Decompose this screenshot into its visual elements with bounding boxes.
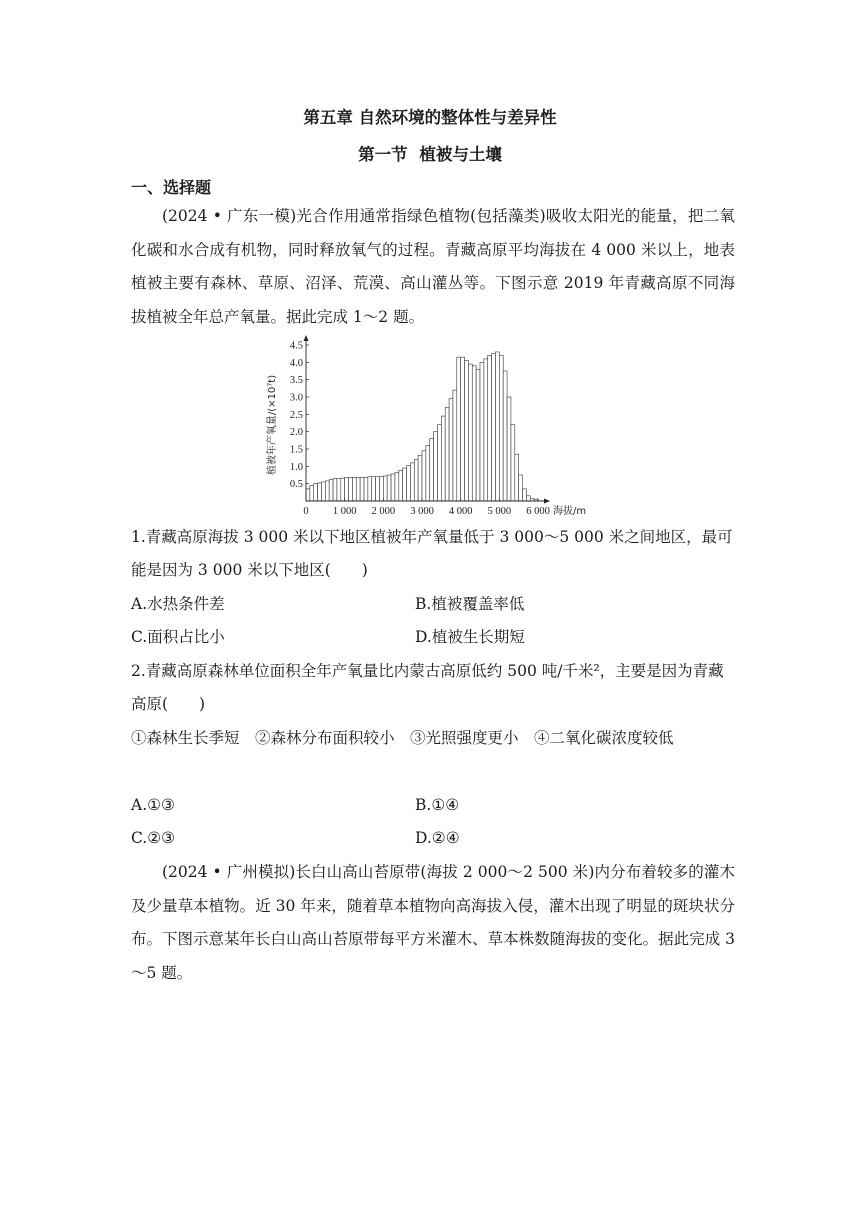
y-tick-label: 1.0: [289, 461, 303, 473]
chart-bar: [445, 407, 449, 501]
chart-bar: [434, 432, 438, 501]
question-type-heading: 一、选择题: [131, 178, 212, 197]
chart-bar: [441, 416, 445, 501]
chart-bar: [333, 478, 337, 501]
chart-svg: [262, 333, 602, 523]
chart-bar: [387, 475, 391, 501]
chart-bar: [495, 352, 499, 501]
question-1-option-c: C.面积占比小: [131, 628, 225, 646]
chart-bar: [403, 468, 407, 501]
chart-bar: [314, 484, 318, 501]
chart-bar: [321, 482, 325, 501]
chart-bar: [341, 478, 345, 501]
chart-bar: [468, 364, 472, 501]
x-tick-label: 4 000: [448, 506, 473, 517]
chart-bar: [422, 451, 426, 501]
chart-bar: [449, 399, 453, 501]
chart-bar: [430, 439, 434, 501]
y-tick-label: 0.5: [289, 479, 303, 491]
chart-bar: [414, 459, 418, 501]
chart-bar: [372, 477, 376, 501]
chart-bar: [503, 371, 507, 501]
chart-bar: [345, 477, 349, 501]
chart-bar: [383, 476, 387, 501]
chart-bar: [472, 366, 476, 501]
chart-bar: [376, 477, 380, 501]
x-tick-label: 2 000: [371, 506, 396, 517]
chart-bar: [480, 362, 484, 501]
chart-bar: [318, 483, 322, 501]
x-tick-label: 1 000: [332, 506, 357, 517]
question-2-option-b: B.①④: [415, 796, 460, 814]
y-tick-label: 3.5: [289, 375, 303, 387]
chart-bar: [426, 446, 430, 501]
chart-bar: [360, 477, 364, 501]
y-axis-arrow-icon: [304, 335, 309, 341]
chart-bar: [507, 397, 511, 501]
question-2-choices: ①森林生长季短 ②森林分布面积较小 ③光照强度更小 ④二氧化碳浓度较低: [131, 729, 674, 747]
x-axis-arrow-icon: [544, 499, 550, 504]
chart-bar: [499, 355, 503, 501]
chart-bar: [523, 489, 527, 501]
chart-bar: [519, 475, 523, 501]
chart-bar: [306, 489, 310, 501]
chart-bar: [379, 477, 383, 501]
section-title: 第一节 植被与土壤: [358, 145, 502, 164]
y-tick-label: 2.0: [289, 427, 303, 439]
x-tick-label: 0: [303, 506, 309, 517]
chart-bar: [399, 470, 403, 501]
x-tick-label: 5 000: [487, 506, 512, 517]
chart-bar: [476, 369, 480, 501]
y-tick-label: 1.5: [289, 444, 303, 456]
chart-bar: [465, 361, 469, 501]
chart-bar: [310, 485, 314, 501]
question-1-stem: 1.青藏高原海拔 3 000 米以下地区植被年产氧量低于 3 000～5 000 米之间地区，最可能是因为 3 000 米以下地区( ): [131, 528, 733, 579]
chart-bars: [306, 352, 538, 501]
question-2-stem: 2.青藏高原森林单位面积全年产氧量比内蒙古高原低约 500 吨/千米²，主要是因为青藏高原( ): [131, 662, 724, 713]
chart-bar: [391, 474, 395, 501]
question-2-option-c: C.②③: [131, 829, 176, 847]
chart-bar: [492, 354, 496, 501]
chart-bar: [395, 473, 399, 501]
y-tick-label: 2.5: [289, 409, 303, 421]
chart-bar: [453, 390, 457, 501]
question-1-option-a: A.水热条件差: [131, 595, 225, 613]
question-2-option-d: D.②④: [415, 829, 460, 847]
material-intro-1: (2024 • 广东一模)光合作用通常指绿色植物(包括藻类)吸收太阳光的能量，把二氧化碳和水合成有机物，同时释放氧气的过程。青藏高原平均海拔在 4 000 米以上，地表植被主要有森林、草原、沼泽、荒漠、高山灌丛等。下图示意 2019 年青藏高原不同海拔植被全年总产氧量。据此完成 1～2 题。: [131, 207, 735, 326]
y-tick-label: 3.0: [289, 392, 303, 404]
chart-bar: [437, 425, 441, 501]
chart-bar: [410, 463, 414, 501]
chart-bar: [368, 477, 372, 501]
chart-bar: [352, 477, 356, 501]
chart-bar: [364, 477, 368, 501]
x-tick-label: 6 000: [526, 506, 550, 517]
question-2-option-a: A.①③: [131, 796, 175, 814]
chart-bar: [407, 466, 411, 501]
chart-bar: [329, 480, 333, 501]
chart-bar: [488, 355, 492, 501]
question-1-option-b: B.植被覆盖率低: [415, 595, 525, 613]
oxygen-production-chart: [262, 333, 602, 523]
material-intro-2: (2024 • 广州模拟)长白山高山苔原带(海拔 2 000～2 500 米)内分布着较多的灌木及少量草本植物。近 30 年来，随着草本植物向高海拔入侵，灌木出现了明显的斑块状分布。下图示意某年长白山高山苔原带每平方米灌木、草本株数随海拔的变化。据此完成 3～5 题。: [131, 863, 735, 982]
x-tick-label: 3 000: [410, 506, 434, 517]
y-tick-label: 4.0: [289, 357, 303, 369]
chart-bar: [515, 454, 519, 501]
chart-bar: [457, 357, 461, 501]
y-tick-label: 4.5: [289, 340, 303, 352]
chart-bar: [337, 478, 341, 501]
chart-y-label: 植被年产氧量/(×10⁷t): [267, 374, 278, 476]
chart-bar: [418, 455, 422, 501]
chart-bar: [511, 425, 515, 501]
chart-bar: [356, 477, 360, 501]
question-1-option-d: D.植被生长期短: [415, 628, 525, 646]
chart-x-label: 海拔/m: [553, 506, 587, 517]
chart-bar: [325, 481, 329, 501]
chart-bar: [526, 496, 530, 501]
chapter-title: 第五章 自然环境的整体性与差异性: [303, 108, 557, 127]
chart-bar: [461, 357, 465, 501]
chart-bar: [349, 477, 353, 501]
chart-bar: [484, 359, 488, 501]
